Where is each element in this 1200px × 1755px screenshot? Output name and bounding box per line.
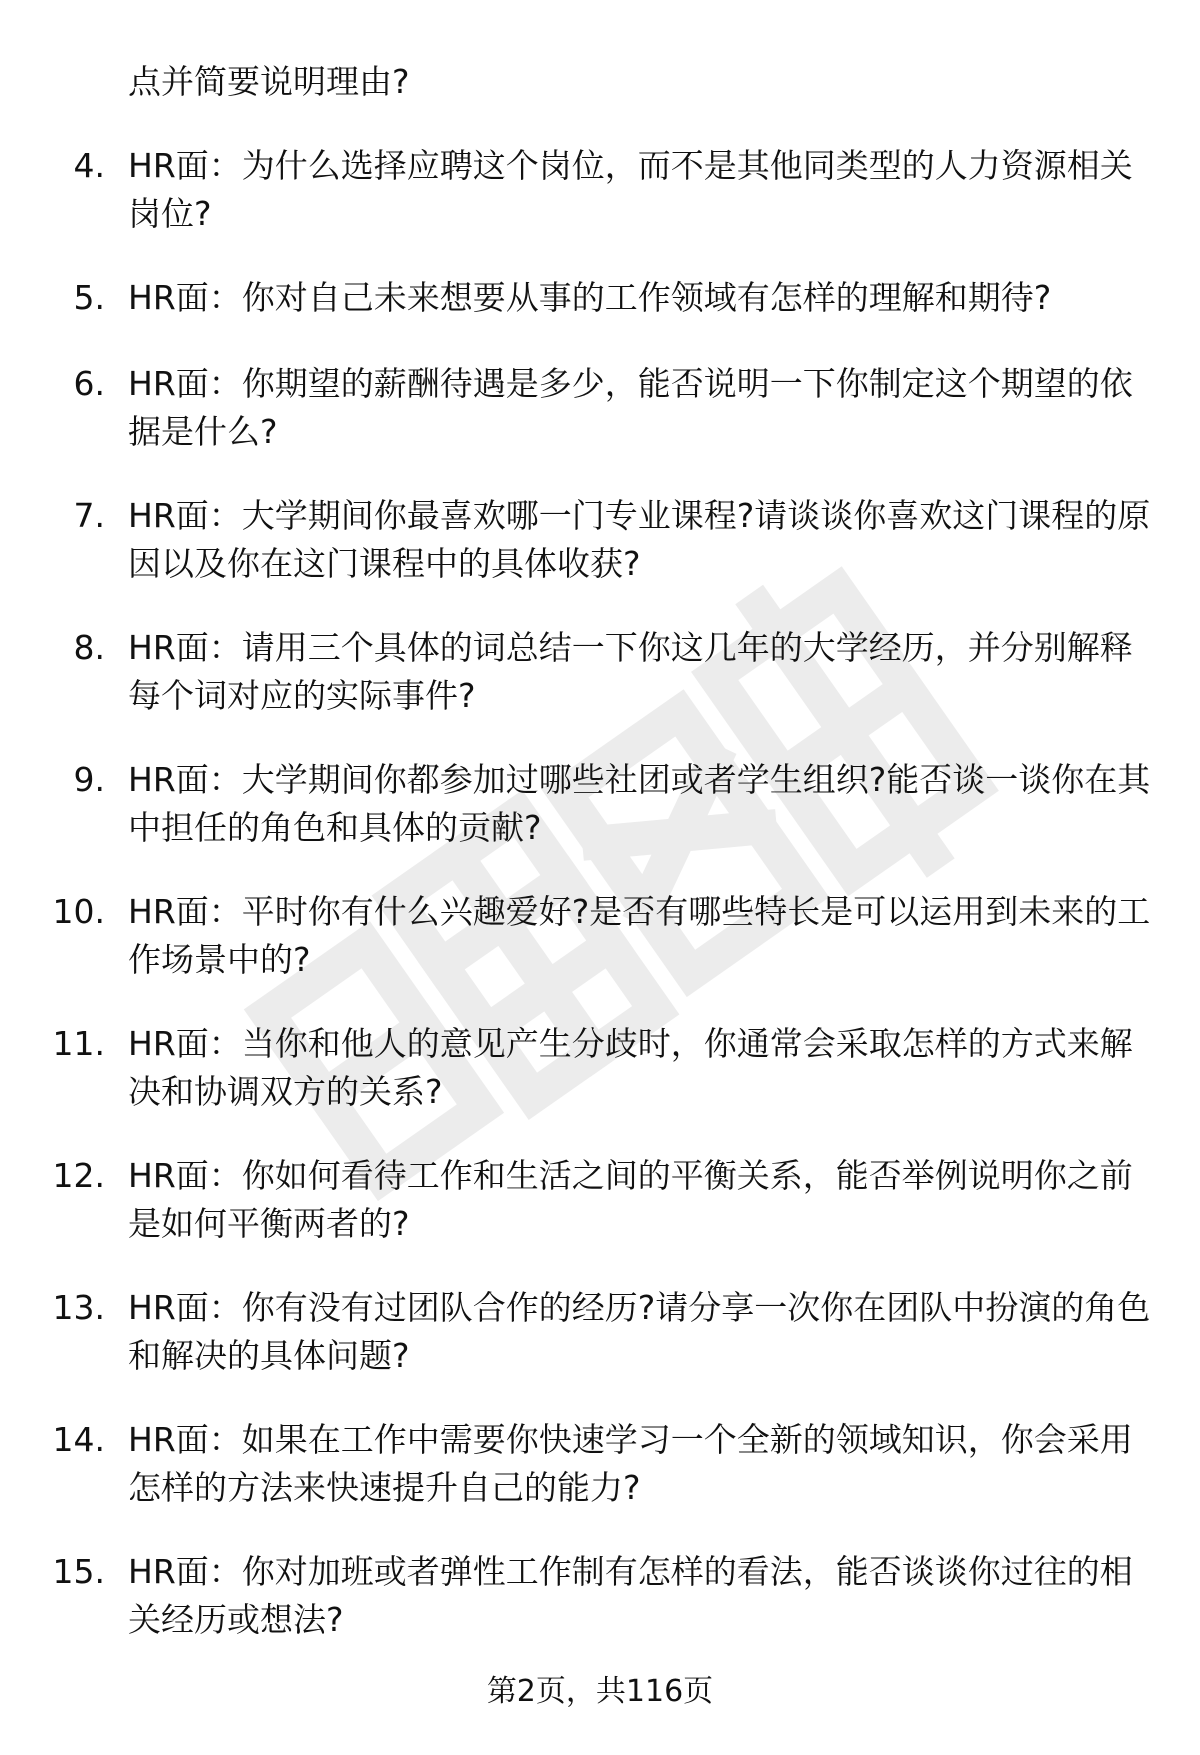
question-item	[0, 624, 1200, 756]
question-text: HR面：请用三个具体的词总结一下你这几年的大学经历，并分别解释每个词对应的实际事件?	[128, 628, 1133, 715]
question-number: 5.	[73, 278, 105, 317]
question-number: 11.	[52, 1024, 105, 1063]
question-number: 10.	[52, 892, 105, 931]
question-text: HR面：你对自己未来想要从事的工作领域有怎样的理解和期待?	[128, 278, 1052, 317]
question-number: 12.	[52, 1156, 105, 1195]
question-text: HR面：你期望的薪酬待遇是多少，能否说明一下你制定这个期望的依据是什么?	[128, 364, 1133, 451]
question-number: 14.	[52, 1420, 105, 1459]
question-item	[0, 1284, 1200, 1416]
question-number: 13.	[52, 1288, 105, 1327]
question-number: 15.	[52, 1552, 105, 1591]
question-text: HR面：当你和他人的意见产生分歧时，你通常会采取怎样的方式来解决和协调双方的关系?	[128, 1024, 1133, 1111]
question-text: HR面：大学期间你最喜欢哪一门专业课程?请谈谈你喜欢这门课程的原因以及你在这门课程中的具体收获?	[128, 496, 1151, 583]
question-item	[0, 1152, 1200, 1284]
question-item	[0, 756, 1200, 888]
question-number: 4.	[73, 146, 105, 185]
continuation-text: 点并简要说明理由?	[128, 62, 410, 101]
question-item	[0, 274, 1200, 360]
question-number: 9.	[73, 760, 105, 799]
question-item	[0, 1548, 1200, 1680]
question-item	[0, 888, 1200, 1020]
question-item	[0, 1416, 1200, 1548]
question-number: 7.	[73, 496, 105, 535]
question-item	[0, 360, 1200, 492]
question-item	[0, 492, 1200, 624]
page-number-footer: 第2页，共116页	[486, 1674, 714, 1709]
question-text: HR面：为什么选择应聘这个岗位，而不是其他同类型的人力资源相关岗位?	[128, 146, 1133, 233]
question-text: HR面：大学期间你都参加过哪些社团或者学生组织?能否谈一谈你在其中担任的角色和具体的贡献?	[128, 760, 1151, 847]
question-item	[0, 1020, 1200, 1152]
question-text: HR面：你有没有过团队合作的经历?请分享一次你在团队中扮演的角色和解决的具体问题?	[128, 1288, 1151, 1375]
question-list	[0, 142, 1200, 1680]
question-text: HR面：你如何看待工作和生活之间的平衡关系，能否举例说明你之前是如何平衡两者的?	[128, 1156, 1133, 1243]
question-text: HR面：你对加班或者弹性工作制有怎样的看法，能否谈谈你过往的相关经历或想法?	[128, 1552, 1133, 1639]
question-number: 6.	[73, 364, 105, 403]
question-text: HR面：平时你有什么兴趣爱好?是否有哪些特长是可以运用到未来的工作场景中的?	[128, 892, 1151, 979]
question-number: 8.	[73, 628, 105, 667]
question-item	[0, 142, 1200, 274]
question-text: HR面：如果在工作中需要你快速学习一个全新的领域知识，你会采用怎样的方法来快速提升自己的能力?	[128, 1420, 1133, 1507]
